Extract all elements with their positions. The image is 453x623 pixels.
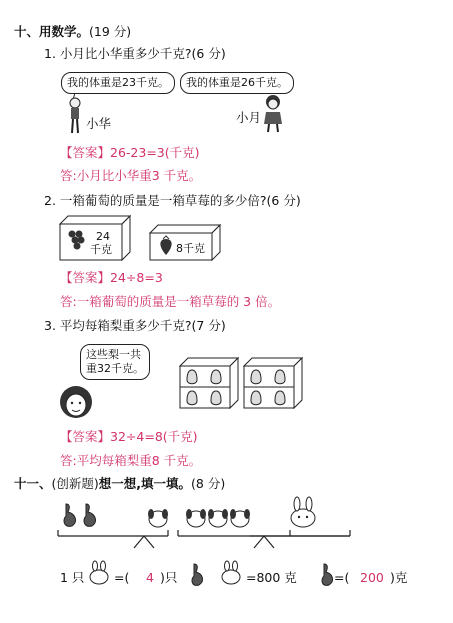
q3-question: 3. 平均每箱梨重多少千克?(7 分): [44, 318, 226, 333]
fill-close-3: )克: [390, 570, 408, 585]
fill-eq-2: =800 克: [246, 570, 297, 585]
rabbit-icon-fill-2: [218, 560, 244, 586]
fill-eq-1: =(: [114, 570, 130, 585]
section-10-points: (19 分): [89, 24, 132, 39]
q1-answer-value: 26-23=3(千克): [110, 145, 200, 160]
q1-name-left: 小华: [86, 116, 112, 131]
q1-bubble-left: 我的体重是23千克。: [61, 72, 175, 94]
q3-answer-value: 32÷4=8(千克): [110, 429, 198, 444]
section-11-label: 想一想,填一填。: [98, 476, 192, 491]
section-11-title: [14, 476, 225, 492]
q1-bubble-right: 我的体重是26千克。: [180, 72, 294, 94]
q3-bubble-line1: 这些梨一共: [86, 348, 141, 361]
q3-bubble: [80, 344, 150, 380]
q1-question: 1. 小月比小华重多少千克?(6 分): [44, 46, 226, 61]
q3-answer: [60, 429, 198, 445]
q3-answer-label: 【答案】: [60, 429, 111, 444]
section-11-prefix: 十一、: [14, 476, 52, 491]
woman-icon: [58, 384, 94, 420]
fill-answer-1: 4: [146, 570, 154, 585]
q2-answer-value: 24÷8=3: [110, 270, 163, 285]
q2-answer: [60, 270, 163, 286]
girl-icon: [258, 92, 288, 132]
fill-eq-3: =(: [334, 570, 350, 585]
q2-reply: 答:一箱葡萄的质量是一箱草莓的 3 倍。: [60, 294, 281, 309]
q3-bubble-line2: 重32千克。: [86, 362, 144, 375]
boy-icon: [64, 93, 86, 135]
goose-icon-fill-1: [188, 562, 206, 588]
q2-answer-label: 【答案】: [60, 270, 111, 285]
q1-reply: 答:小月比小华重3 千克。: [60, 168, 202, 183]
dog-icon: [146, 505, 246, 531]
section-10-label: 十、用数学。: [14, 24, 90, 39]
q1-answer-label: 【答案】: [60, 145, 111, 160]
section-11-points: (8 分): [191, 476, 226, 491]
q2-box2-label: 8千克: [176, 242, 205, 255]
rabbit-icon: [285, 496, 321, 530]
strawberry-icon: [158, 236, 174, 256]
q3-reply: 答:平均每箱梨重8 千克。: [60, 453, 202, 468]
fill-text-1: 1 只: [60, 570, 85, 585]
section-11-tag: (创新题): [51, 476, 99, 491]
fill-answer-3: 200: [360, 570, 384, 585]
grape-icon: [66, 228, 86, 252]
goose-icon: [60, 500, 100, 532]
q2-box1-line2: 千克: [90, 243, 112, 256]
section-10-title: [14, 24, 131, 40]
fill-close-1: )只: [160, 570, 178, 585]
pear-boxes: [180, 356, 308, 412]
rabbit-icon-fill-1: [86, 560, 112, 586]
q1-answer: [60, 145, 200, 161]
q2-question: 2. 一箱葡萄的质量是一箱草莓的多少倍?(6 分): [44, 193, 301, 208]
q2-box1-line1: 24: [96, 230, 110, 243]
q1-name-right: 小月: [236, 110, 262, 125]
